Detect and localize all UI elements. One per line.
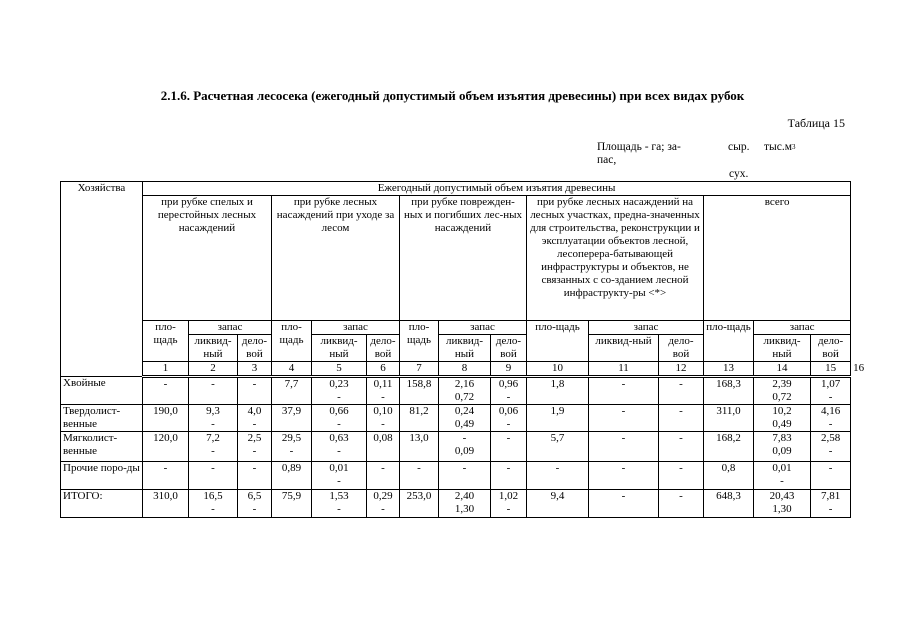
table-row [61, 462, 851, 490]
group-mature: при рубке спелых и перестойных лесных насаждений [143, 196, 272, 321]
cell-value-sub: - [337, 418, 341, 430]
liquid-header: ликвид-ный [754, 335, 811, 362]
table-cell [238, 462, 272, 490]
table-cell [704, 377, 754, 405]
column-number: 3 [238, 362, 272, 377]
stock-header: запас [754, 321, 851, 335]
cell-value: - [506, 432, 511, 444]
cell-value: - [462, 462, 467, 474]
table-cell [367, 490, 400, 518]
table-cell [659, 490, 704, 518]
cell-value: 0,96 [498, 378, 519, 390]
business-header: дело-вой [367, 335, 400, 362]
table-cell [491, 405, 527, 432]
table-cell [238, 432, 272, 462]
table-cell [189, 377, 238, 405]
cell-value: - [417, 462, 421, 474]
table-cell [659, 462, 704, 490]
table-cell [704, 405, 754, 432]
table-cell [143, 405, 189, 432]
column-number: 11 [589, 362, 659, 377]
area-header: пло-щадь [400, 321, 439, 362]
units-raw: сыр. [728, 141, 750, 153]
area-header: пло-щадь [527, 321, 589, 362]
units-area-line-1: Площадь - га; за- [597, 141, 681, 153]
table-cell [400, 490, 439, 518]
table-cell [143, 432, 189, 462]
farm-name: Хвойные [61, 377, 143, 405]
table-cell [811, 432, 851, 462]
table-row [61, 490, 851, 518]
table-row [61, 405, 851, 432]
table-cell [272, 490, 312, 518]
cell-value: 648,3 [716, 490, 741, 502]
table-cell [811, 377, 851, 405]
cell-value: 9,3 [206, 405, 220, 417]
cell-value-sub: - [381, 503, 385, 515]
table-cell [527, 462, 589, 490]
area-header: пло-щадь [704, 321, 754, 362]
table-cell [589, 490, 659, 518]
table-cell [491, 490, 527, 518]
business-header: дело-вой [659, 335, 704, 362]
cell-value-sub: - [506, 418, 511, 430]
cell-value: 7,83 [772, 432, 792, 444]
table-cell [189, 432, 238, 462]
table-cell [704, 462, 754, 490]
cell-value-sub: - [337, 445, 341, 457]
cell-value: 7,2 [206, 432, 220, 444]
table-cell [659, 432, 704, 462]
cell-value: 311,0 [716, 405, 741, 417]
cell-value: - [679, 405, 683, 417]
table-cell [439, 432, 491, 462]
table-cell [238, 490, 272, 518]
table-cell [189, 405, 238, 432]
cell-value-sub: - [381, 418, 385, 430]
column-number: 1 [143, 362, 189, 377]
table-cell [491, 377, 527, 405]
cell-value: - [621, 462, 626, 474]
cell-value: - [621, 378, 626, 390]
cell-value-sub: - [211, 418, 215, 430]
cell-value: 1,02 [498, 490, 519, 502]
cell-value: 0,01 [329, 462, 349, 474]
cell-value: - [462, 432, 467, 444]
farm-name: Мягколист-венные [61, 432, 143, 462]
cell-value: 7,7 [284, 378, 299, 390]
table-row [61, 432, 851, 462]
cell-value: - [211, 462, 215, 474]
table-cell [754, 462, 811, 490]
liquid-header: ликвид-ный [312, 335, 367, 362]
cell-value-sub: 0,49 [454, 418, 475, 430]
cell-value-sub: - [211, 503, 215, 515]
cell-value-sub: - [252, 445, 257, 457]
cell-value: 20,43 [769, 490, 795, 502]
table-cell [238, 405, 272, 432]
column-number: 5 [312, 362, 367, 377]
table-row [61, 377, 851, 405]
stock-header: запас [312, 321, 400, 335]
cell-value: 1,8 [550, 378, 565, 390]
column-number: 8 [439, 362, 491, 377]
business-header: дело-вой [811, 335, 851, 362]
stock-header: запас [439, 321, 527, 335]
cell-value-sub: - [381, 391, 385, 403]
table-number: Таблица 15 [787, 116, 845, 130]
table-cell [367, 462, 400, 490]
cell-value: 168,2 [716, 432, 741, 444]
cell-value-sub: - [828, 418, 833, 430]
table-cell [811, 405, 851, 432]
farms-header: Хозяйства [61, 182, 143, 377]
table-cell [589, 377, 659, 405]
farm-name: Твердолист-венные [61, 405, 143, 432]
cell-value: 0,08 [373, 432, 393, 444]
table-cell [143, 377, 189, 405]
units-unit-text: тыс.м [764, 141, 793, 153]
units-unit-sup: 3 [792, 143, 796, 151]
table-cell [439, 462, 491, 490]
table-cell [754, 405, 811, 432]
table-body [61, 377, 851, 518]
cell-value: 6,5 [247, 490, 262, 502]
cell-value: 168,3 [716, 378, 741, 390]
table-cell [272, 432, 312, 462]
cell-value: 158,8 [406, 378, 432, 390]
cell-value-sub: - [337, 503, 341, 515]
cell-value: 75,9 [281, 490, 302, 502]
harvest-table [60, 181, 865, 518]
cell-value: 2,5 [247, 432, 262, 444]
header-row-area-stock [61, 321, 851, 335]
cell-value: 81,2 [409, 405, 429, 417]
liquid-header: ликвид-ный [439, 335, 491, 362]
column-number: 15 [811, 362, 851, 377]
column-number: 4 [272, 362, 312, 377]
cell-value-sub: - [211, 445, 215, 457]
column-numbers-row: 1 2 3 4 5 6 7 8 9 10 11 12 13 14 15 16 [61, 362, 851, 377]
column-number: 10 [527, 362, 589, 377]
group-damaged: при рубке поврежден-ных и погибших лес-ных насаждений [400, 196, 527, 321]
cell-value: - [163, 462, 168, 474]
table-cell [704, 432, 754, 462]
cell-value: 0,29 [373, 490, 393, 502]
table-cell [754, 490, 811, 518]
section-heading: 2.1.6. Расчетная лесосека (ежегодный допустимый объем изъятия древесины) при всех видах рубок [160, 88, 745, 103]
table-cell [272, 405, 312, 432]
table-cell [312, 405, 367, 432]
table-cell [811, 490, 851, 518]
group-care: при рубке лесных насаждений при уходе за лесом [272, 196, 400, 321]
cell-value: - [679, 490, 683, 502]
cell-value-sub: 1,30 [772, 503, 792, 515]
cell-value: 0,01 [772, 462, 792, 474]
table-cell [312, 377, 367, 405]
cell-value-sub: - [337, 391, 341, 403]
cell-value: - [621, 490, 626, 502]
table-cell [589, 462, 659, 490]
table-cell [439, 405, 491, 432]
cell-value: - [381, 462, 385, 474]
table-cell [238, 377, 272, 405]
column-number: 2 [189, 362, 238, 377]
cell-value: 4,0 [247, 405, 262, 417]
cell-value: - [252, 462, 257, 474]
cell-value-sub: 0,72 [454, 391, 475, 403]
cell-value: - [555, 462, 560, 474]
cell-value: 1,07 [820, 378, 841, 390]
liquid-header: ликвид-ный [589, 335, 659, 362]
cell-value: 1,9 [550, 405, 565, 417]
table-cell [312, 462, 367, 490]
cell-value: - [828, 462, 833, 474]
header-row-group [61, 182, 851, 196]
column-number: 14 [754, 362, 811, 377]
cell-value-sub: 0,09 [772, 445, 792, 457]
cell-value: 0,23 [329, 378, 349, 390]
cell-value: 120,0 [153, 432, 178, 444]
cell-value: 4,16 [820, 405, 841, 417]
table-cell [659, 377, 704, 405]
cell-value: 0,24 [454, 405, 475, 417]
column-number: 9 [491, 362, 527, 377]
cell-value: 253,0 [406, 490, 432, 502]
cell-value: 0,89 [281, 462, 302, 474]
cell-value: 0,10 [373, 405, 393, 417]
farm-name: ИТОГО: [61, 490, 143, 518]
table-cell [143, 490, 189, 518]
cell-value: 190,0 [153, 405, 178, 417]
cell-value: - [252, 378, 257, 390]
cell-value: - [163, 378, 168, 390]
business-header: дело-вой [491, 335, 527, 362]
stock-header: запас [589, 321, 704, 335]
cell-value: 37,9 [281, 405, 302, 417]
cell-value-sub: - [337, 475, 341, 487]
table-cell [527, 377, 589, 405]
table-cell [704, 490, 754, 518]
cell-value: 0,66 [329, 405, 349, 417]
area-header: пло-щадь [272, 321, 312, 362]
cell-value-sub: - [828, 445, 833, 457]
cell-value: - [211, 378, 215, 390]
units-dry: сух. [729, 168, 749, 180]
table-cell [439, 377, 491, 405]
cell-value-sub: - [289, 445, 294, 457]
cell-value: - [679, 378, 683, 390]
table-cell [491, 432, 527, 462]
table-cell [811, 462, 851, 490]
units-unit [764, 141, 796, 154]
cell-value: 0,06 [498, 405, 519, 417]
cell-value-sub: 1,30 [454, 503, 475, 515]
cell-value: 16,5 [203, 490, 223, 502]
table-cell [189, 462, 238, 490]
table-cell [400, 405, 439, 432]
table-cell [272, 462, 312, 490]
cell-value-sub: 0,72 [772, 391, 792, 403]
table-cell [143, 462, 189, 490]
liquid-header: ликвид-ный [189, 335, 238, 362]
cell-value: 2,39 [772, 378, 792, 390]
table-cell [312, 490, 367, 518]
table-cell [367, 432, 400, 462]
cell-value: - [679, 432, 683, 444]
table-cell [400, 462, 439, 490]
table-cell [272, 377, 312, 405]
column-number: 7 [400, 362, 439, 377]
table-cell [312, 432, 367, 462]
cell-value: 5,7 [550, 432, 565, 444]
table-cell [589, 405, 659, 432]
cell-value: 29,5 [281, 432, 302, 444]
cell-value: - [621, 432, 626, 444]
business-header: дело-вой [238, 335, 272, 362]
cell-value: 2,40 [454, 490, 475, 502]
table-cell [527, 490, 589, 518]
cell-value-sub: - [252, 418, 257, 430]
cell-value-sub: - [506, 391, 511, 403]
group-construction: при рубке лесных насаждений на лесных участках, предна-значенных для строительства, реконструкции и эксплуатации объектов лесной, лесоперера-батывающей инфраструктуры и объектов, не связанных с со-зданием лесной инфраструкту-ры <*> [527, 196, 704, 321]
table-cell [754, 377, 811, 405]
group-title: Ежегодный допустимый объем изъятия древесины [143, 182, 851, 196]
cell-value: 2,58 [820, 432, 841, 444]
table-cell [367, 377, 400, 405]
cell-value: 2,16 [454, 378, 475, 390]
cell-value-sub: 0,09 [454, 445, 475, 457]
header-row-categories [61, 196, 851, 321]
column-number: 12 [659, 362, 704, 377]
column-number: 13 [704, 362, 754, 377]
cell-value: 9,4 [550, 490, 565, 502]
column-number: 6 [367, 362, 400, 377]
table-cell [189, 490, 238, 518]
table-cell [527, 432, 589, 462]
cell-value: - [679, 462, 683, 474]
cell-value-sub: - [828, 391, 833, 403]
cell-value-sub: - [780, 475, 784, 487]
cell-value: 7,81 [820, 490, 841, 502]
cell-value: 0,63 [329, 432, 349, 444]
cell-value-sub: 0,49 [772, 418, 792, 430]
units-area-label [597, 141, 681, 167]
cell-value: - [621, 405, 626, 417]
table-cell [400, 432, 439, 462]
cell-value-sub: - [252, 503, 257, 515]
table-cell [491, 462, 527, 490]
table-cell [439, 490, 491, 518]
area-header: пло-щадь [143, 321, 189, 362]
table-cell [754, 432, 811, 462]
cell-value: 10,2 [772, 405, 792, 417]
group-total: всего [704, 196, 851, 321]
farm-name: Прочие поро-ды [61, 462, 143, 490]
cell-value: 1,53 [329, 490, 349, 502]
cell-value-sub: - [828, 503, 833, 515]
cell-value: 0,11 [373, 378, 393, 390]
cell-value: 0,8 [721, 462, 736, 474]
cell-value: - [506, 462, 511, 474]
cell-value: 13,0 [409, 432, 429, 444]
stock-header: запас [189, 321, 272, 335]
table-cell [659, 405, 704, 432]
table-cell [367, 405, 400, 432]
cell-value-sub: - [506, 503, 511, 515]
table-cell [589, 432, 659, 462]
cell-value: 310,0 [153, 490, 178, 502]
table-cell [527, 405, 589, 432]
units-area-line-2: пас, [597, 154, 617, 166]
table-cell [400, 377, 439, 405]
